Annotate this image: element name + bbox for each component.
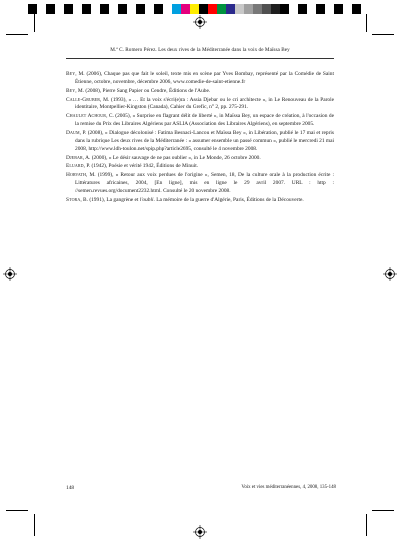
color-swatch [73, 4, 82, 14]
color-swatch [334, 4, 343, 14]
color-swatch [208, 4, 217, 14]
color-swatch [154, 4, 163, 14]
color-swatch [118, 4, 127, 14]
color-swatch [37, 4, 46, 14]
bibliography-entry [66, 197, 334, 205]
color-swatch [244, 4, 253, 14]
color-swatch [316, 4, 325, 14]
color-swatch [109, 4, 118, 14]
color-swatch [226, 4, 235, 14]
entry-author: Stora [66, 196, 81, 203]
color-swatch [127, 4, 136, 14]
bibliography-entry [66, 97, 334, 113]
bibliography-entry [66, 172, 334, 196]
entry-text: , C. (2005), « Surprise en flagrant délit de liberté », in Maïssa Bey, un espace de création, à l'occasion de la remise du Prix des Libraires Algériens par ASLIA (Association des Libraires Algériens), en septembre 2005. [75, 113, 334, 128]
color-swatch [145, 4, 154, 14]
entry-author: Chaulet Achour [66, 113, 107, 120]
color-swatch [172, 4, 181, 14]
entry-author: Daum [66, 129, 80, 136]
page-number: 148 [66, 485, 75, 491]
printer-color-bar [28, 4, 361, 14]
color-swatch [253, 4, 262, 14]
entry-text: , M. (2006), Chaque pas que fait le soleil, texte mis en scène par Yves Bombay, représenté par la Comédie de Saint Étienne, octobre, novembre, décembre 2006, www.comedie-de-saint-etienne.fr [75, 71, 334, 85]
entry-text: , P. (2008), « Dialogue décolonisé : Fatima Besnaci-Lancou et Maïssa Bey », in Libération, publié le 17 mai et repris dans la rubrique Les deux rives de la Méditerranée : « assumer ensemble un passé commun », publié le mercredi 21 mai 2008, http://www.ldh-toulon.net/spip.php?article2695, consulté le 4 novembre 2008. [75, 129, 334, 152]
color-swatch [28, 4, 37, 14]
entry-author: Horvath [66, 172, 86, 179]
color-swatch [181, 4, 190, 14]
journal-reference: Voix et vies méditerranéennes, 4, 2008, 135-148 [241, 485, 336, 490]
color-swatch [343, 4, 352, 14]
bibliography-entry [66, 71, 334, 87]
running-header: M.ª C. Romero Pérez. Les deux rives de la Méditerranée dans la voix de Maïssa Bey [110, 47, 290, 53]
entry-text: , M. (1999), « Retour aux voix perdues de l'origine », Semen, 18, De la culture orale à la production écrite : Littératures africaines, 2004, [En ligne], mis en ligne le 29 avril 2007. URL : http : //semen.revues.org/document2232.html. Consulté le 20 novembre 2008. [75, 172, 334, 194]
entry-author: Djebar [66, 154, 83, 161]
color-swatch [190, 4, 199, 14]
color-swatch [82, 4, 91, 14]
color-swatch [136, 4, 145, 14]
crop-mark-bottom-right-h [372, 510, 394, 511]
registration-target-icon [3, 267, 17, 281]
crop-mark-top-right-v [366, 14, 367, 32]
crop-mark-bottom-right-v [366, 514, 367, 536]
color-swatch [100, 4, 109, 14]
entry-italic-title: l'oubli [139, 196, 154, 203]
color-swatch [64, 4, 73, 14]
header-rule [66, 58, 334, 59]
color-swatch [217, 4, 226, 14]
entry-author: Bey [66, 87, 76, 94]
color-swatch [325, 4, 334, 14]
crop-mark-bottom-left-h [6, 510, 28, 511]
entry-text: , B. (1991), La gangrène et [80, 196, 140, 203]
crop-mark-top-right-h [372, 34, 394, 35]
crop-mark-top-left-v [34, 14, 35, 32]
color-swatch [262, 4, 271, 14]
bibliography-entry [66, 155, 334, 163]
crop-mark-top-left-h [6, 34, 28, 35]
bibliography-list [66, 71, 334, 206]
registration-target-icon [193, 15, 207, 29]
color-swatch [307, 4, 316, 14]
color-swatch [352, 4, 361, 14]
registration-target-icon [193, 525, 207, 539]
entry-text: , M. (1993), « … Et la voix s'écri(e)ra : Assia Djebar ou le cri architecte », in Le Renouveau de la Parole identitaire, Montpellier-Kingston (Canada), Cahier du Grefic, n° 2, pp. 275-291. [75, 96, 334, 111]
bibliography-entry [66, 163, 334, 171]
entry-text: . La mémoire de la guerre d'Algérie, Paris, Éditions de la Découverte. [153, 196, 304, 203]
color-swatch [46, 4, 55, 14]
entry-text: , M. (2008), Pierre Sang Papier ou Cendre, Éditions de l'Aube. [75, 87, 211, 94]
color-swatch [91, 4, 100, 14]
color-swatch [55, 4, 64, 14]
entry-author: Bey [66, 71, 76, 77]
color-swatch [298, 4, 307, 14]
color-swatch [235, 4, 244, 14]
registration-target-icon [383, 267, 397, 281]
bibliography-entry [66, 88, 334, 96]
color-swatch [163, 4, 172, 14]
entry-author: Calle-Gruber [66, 96, 101, 103]
bibliography-entry [66, 113, 334, 129]
entry-author: Eluard [66, 163, 84, 170]
color-swatch [280, 4, 289, 14]
entry-text: , A. (2000), « Le désir sauvage de ne pas oublier », in Le Monde, 26 octobre 2000. [82, 154, 261, 161]
color-swatch [289, 4, 298, 14]
crop-mark-bottom-left-v [34, 514, 35, 536]
bibliography-entry [66, 130, 334, 154]
entry-text: , P. (1942), Poésie et vérité 1942, Éditions de Minuit. [83, 163, 199, 170]
color-swatch [271, 4, 280, 14]
color-swatch [199, 4, 208, 14]
